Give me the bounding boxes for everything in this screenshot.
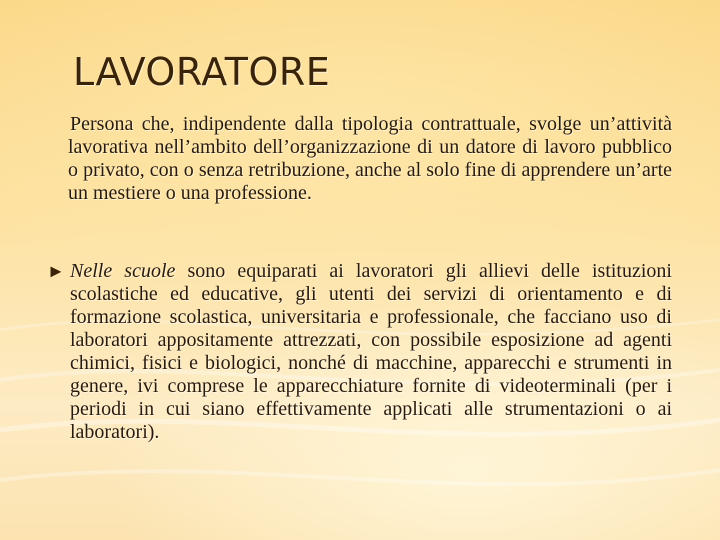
triangle-bullet-icon: ► (47, 261, 65, 281)
schools-emphasis: Nelle scuole (70, 260, 176, 282)
slide-title: LAVORATORE (73, 50, 331, 94)
schools-paragraph (70, 260, 672, 444)
schools-paragraph-text: sono equiparati ai lavoratori gli allievi delle istituzioni scolastiche ed educative, gli utenti dei servizi di orientamento e di formazione scolastica, universitaria e professionale, che facciano uso di laboratori appositamente attrezzati, con possibile esposizione ad agenti chimici, fisici e biologici, nonché di macchine, apparecchi e strumenti in genere, ivi comprese le apparecchiature fornite di videoterminali (per i periodi in cui siano effettivamente applicati alle strumentazioni o ai laboratori). (70, 260, 672, 443)
definition-paragraph: Persona che, indipendente dalla tipologia contrattuale, svolge un’attività lavorativa nell’ambito dell’organizzazione di un datore di lavoro pubblico o privato, con o senza retribuzione, anche al solo fine di apprendere un’arte un mestiere o una professione. (68, 113, 672, 204)
